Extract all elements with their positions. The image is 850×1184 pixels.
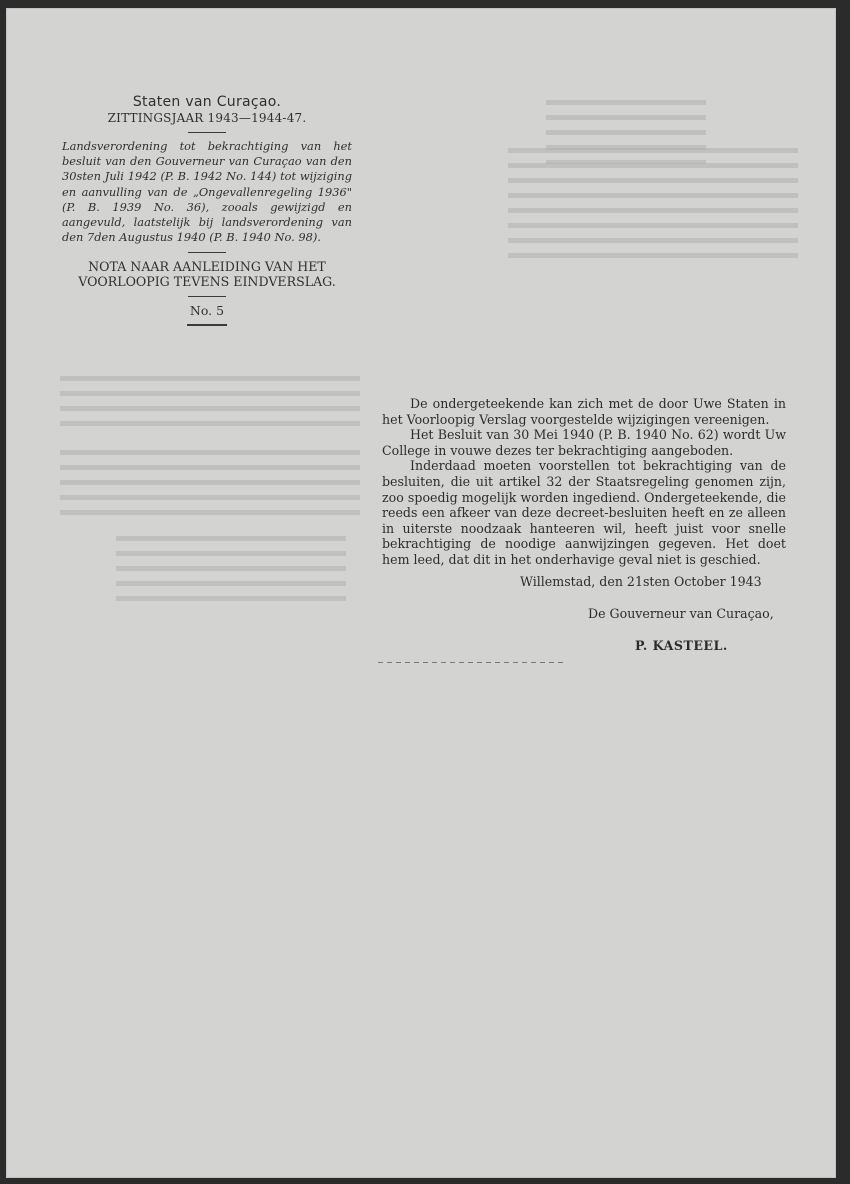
document-page xyxy=(6,8,836,1178)
paragraph-2: Het Besluit van 30 Mei 1940 (P. B. 1940 No. 62) wordt Uw College in vouwe dezes ter bekrachtiging aangeboden. xyxy=(382,427,786,458)
paragraph-3: Inderdaad moeten voorstellen tot bekrachtiging van de besluiten, die uit artikel 32 der Staatsregeling genomen zijn, zoo spoedig mogelijk worden ingediend. Ondergeteekende, die reeds een afkeer van deze decreet-besluiten heeft en ze alleen in uiterste noodzaak hanteeren wil, heeft juist voor snelle bekrachtiging de noodige aanwijzingen gegeven. Het doet hem leed, dat dit in het onderhavige geval niet is geschied. xyxy=(382,458,786,567)
bleed-through-paragraph-1 xyxy=(60,376,360,436)
nota-title xyxy=(62,259,352,289)
nota-title-line-1: NOTA NAAR AANLEIDING VAN HET xyxy=(88,259,326,275)
document-number: No. 5 xyxy=(189,303,225,319)
nota-divider xyxy=(188,296,226,297)
signatory-title: De Gouverneur van Curaçao, xyxy=(588,606,774,621)
subject-description: Landsverordening tot bekrachtiging van het besluit van den Gouverneur van Curaçao van den 30sten Juli 1942 (P. B. 1942 No. 144) tot wijziging en aanvulling van de „Ongevallenregeling 1936" (P. B. 1939 No. 36), zooals gewijzigd en aangevuld, laatstelijk bij landsverordening van den 7den Augustus 1940 (P. B. 1940 No. 98). xyxy=(62,139,352,245)
closing-line xyxy=(378,662,564,663)
header-divider xyxy=(188,132,226,133)
organization-title: Staten van Curaçao. xyxy=(132,94,282,110)
session-year: ZITTINGSJAAR 1943—1944-47. xyxy=(107,111,307,125)
subject-divider xyxy=(188,252,226,253)
body-text xyxy=(382,396,786,568)
signatory-name: P. KASTEEL. xyxy=(635,638,728,653)
place-date: Willemstad, den 21sten October 1943 xyxy=(520,574,762,589)
nota-title-line-2: VOORLOOPIG TEVENS EINDVERSLAG. xyxy=(78,274,336,290)
bleed-through-paragraph-2 xyxy=(60,450,360,524)
bleed-through-signature xyxy=(116,536,346,606)
paragraph-1: De ondergeteekende kan zich met de door Uwe Staten in het Voorloopig Verslag voorgestelde wijzigingen vereenigen. xyxy=(382,396,786,427)
number-divider xyxy=(187,324,227,326)
bleed-through-subject xyxy=(508,148,798,266)
document-header xyxy=(62,94,352,332)
